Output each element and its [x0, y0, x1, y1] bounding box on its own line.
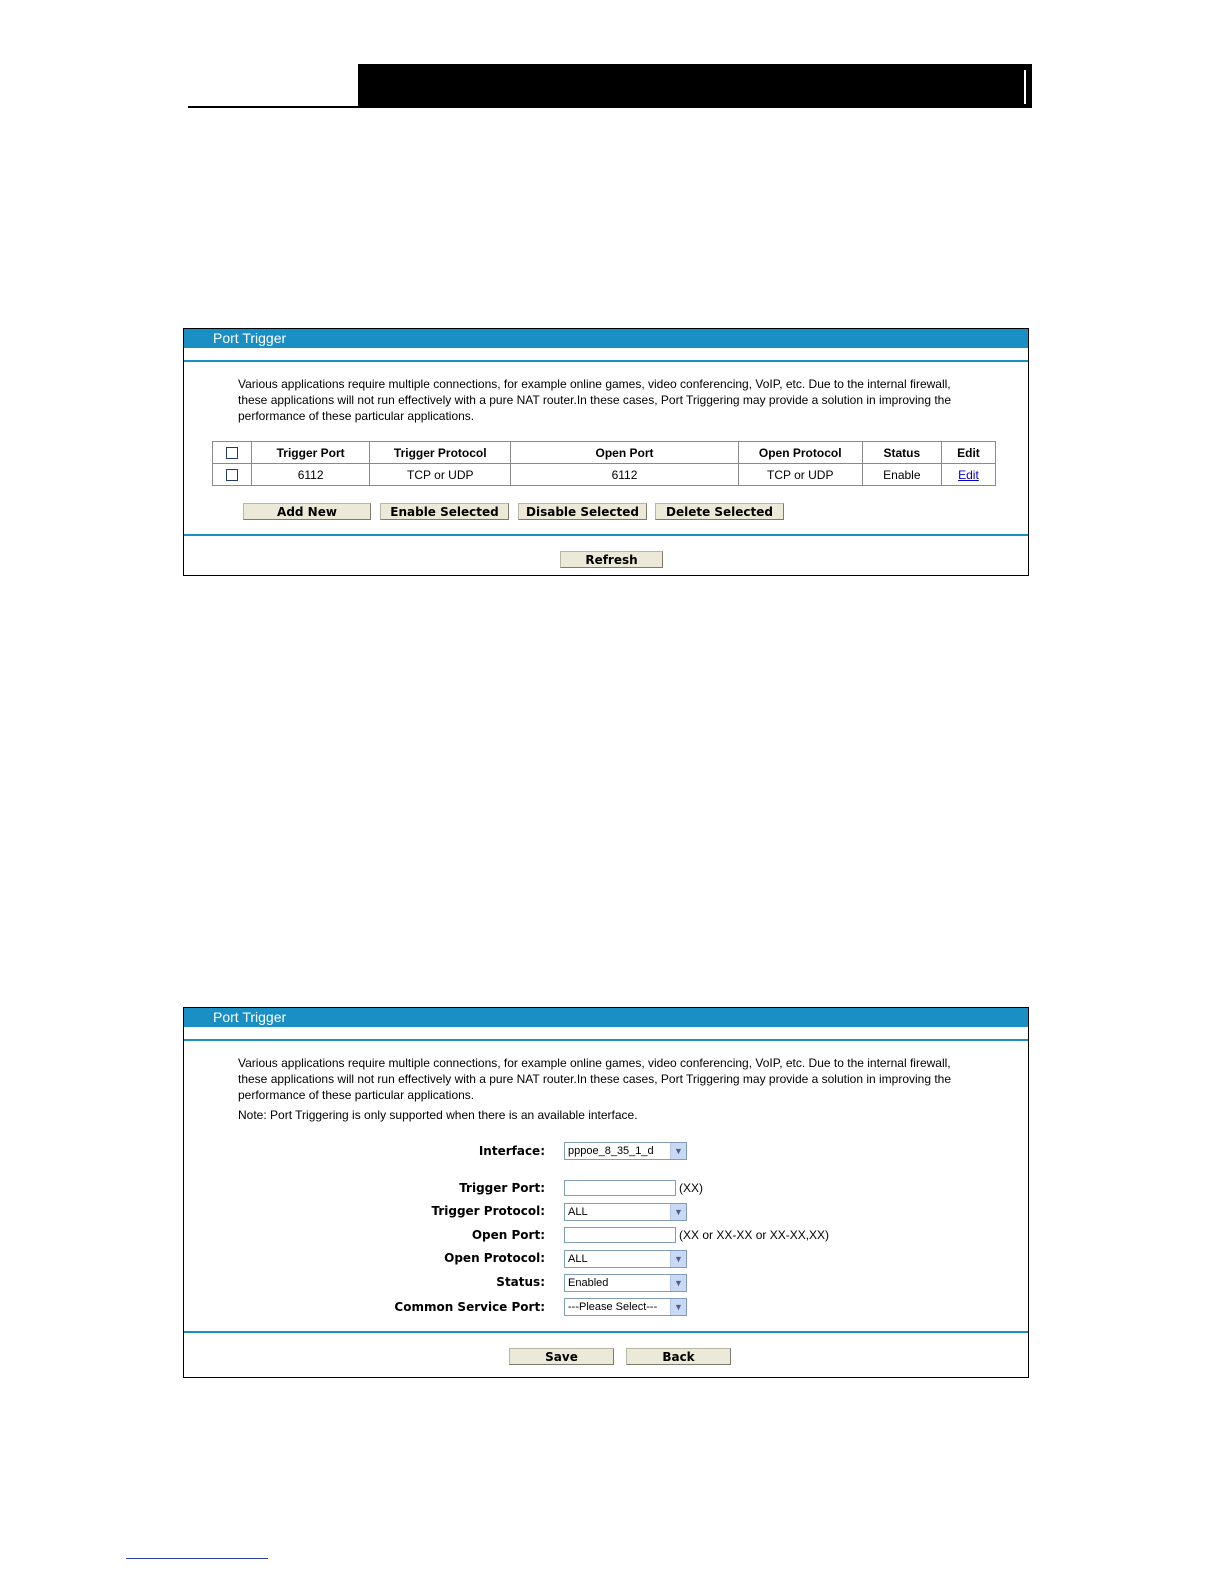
chevron-down-icon: ▼	[670, 1275, 686, 1291]
cell-trigger-port: 6112	[252, 464, 370, 486]
port-trigger-table	[212, 441, 996, 486]
row-select-cell	[213, 464, 252, 486]
trigger-protocol-label: Trigger Protocol:	[431, 1204, 545, 1218]
open-protocol-select[interactable]	[564, 1250, 687, 1268]
cell-status: Enable	[862, 464, 941, 486]
common-service-label: Common Service Port:	[394, 1300, 545, 1314]
open-port-hint: (XX or XX-XX or XX-XX,XX)	[679, 1228, 830, 1242]
table-header-row	[213, 442, 996, 464]
interface-value: pppoe_8_35_1_d	[568, 1145, 654, 1157]
port-trigger-form-panel	[183, 1007, 1029, 1378]
select-all-checkbox[interactable]	[226, 447, 238, 459]
col-open-port: Open Port	[511, 442, 738, 464]
table-row	[213, 464, 996, 486]
doc-footer-rule	[126, 1558, 268, 1559]
status-label: Status:	[496, 1275, 545, 1289]
cell-trigger-protocol: TCP or UDP	[370, 464, 511, 486]
trigger-port-row	[184, 1178, 1028, 1198]
col-status: Status	[862, 442, 941, 464]
panel-title: Port Trigger	[184, 1008, 1028, 1027]
col-edit: Edit	[941, 442, 995, 464]
select-all-cell	[213, 442, 252, 464]
refresh-button[interactable]: Refresh	[560, 551, 663, 568]
row-checkbox[interactable]	[226, 469, 238, 481]
cell-open-port: 6112	[511, 464, 738, 486]
interface-select[interactable]	[564, 1142, 687, 1160]
panel-description: Various applications require multiple connections, for example online games, video conferencing, VoIP, etc. Due to the internal firewall, these applications will not run effectively with a pure NAT router.In these cases, Port Triggering may provide a solution in improving the performance of these particular applications.	[238, 1056, 952, 1102]
status-select[interactable]	[564, 1274, 687, 1292]
add-new-button[interactable]: Add New	[243, 503, 371, 520]
cell-edit	[941, 464, 995, 486]
title-separator	[184, 348, 1028, 362]
cell-open-protocol: TCP or UDP	[738, 464, 862, 486]
chevron-down-icon: ▼	[670, 1143, 686, 1159]
panel-title: Port Trigger	[184, 329, 1028, 348]
trigger-port-input[interactable]	[564, 1180, 676, 1196]
chevron-down-icon: ▼	[670, 1204, 686, 1220]
enable-selected-button[interactable]: Enable Selected	[380, 503, 509, 520]
open-protocol-row	[184, 1248, 1028, 1268]
trigger-protocol-row	[184, 1201, 1028, 1221]
doc-header-notch	[1024, 70, 1026, 104]
chevron-down-icon: ▼	[670, 1299, 686, 1315]
panel-description: Various applications require multiple connections, for example online games, video conferencing, VoIP, etc. Due to the internal firewall, these applications will not run effectively with a pure NAT router.In these cases, Port Triggering may provide a solution in improving the performance of these particular applications.	[238, 377, 952, 423]
open-protocol-value: ALL	[568, 1253, 588, 1265]
open-port-input[interactable]	[564, 1227, 676, 1243]
interface-note: Note: Port Triggering is only supported when there is an available interface.	[238, 1108, 638, 1122]
disable-selected-button[interactable]: Disable Selected	[518, 503, 647, 520]
open-port-row	[184, 1225, 1028, 1245]
open-port-label: Open Port:	[471, 1228, 545, 1242]
trigger-protocol-select[interactable]	[564, 1203, 687, 1221]
interface-label: Interface:	[478, 1144, 545, 1158]
col-trigger-protocol: Trigger Protocol	[370, 442, 511, 464]
footer-separator	[184, 534, 1028, 536]
delete-selected-button[interactable]: Delete Selected	[655, 503, 784, 520]
common-service-select[interactable]	[564, 1298, 687, 1316]
interface-row	[184, 1141, 1028, 1161]
status-row	[184, 1272, 1028, 1292]
trigger-port-hint: (XX)	[679, 1181, 703, 1195]
trigger-port-label: Trigger Port:	[459, 1181, 545, 1195]
col-trigger-port: Trigger Port	[252, 442, 370, 464]
title-separator	[184, 1027, 1028, 1041]
edit-link[interactable]: Edit	[958, 467, 979, 482]
footer-separator	[184, 1331, 1028, 1333]
back-button[interactable]: Back	[626, 1348, 731, 1365]
common-service-value: ---Please Select---	[568, 1301, 658, 1313]
common-service-row	[184, 1297, 1028, 1317]
trigger-protocol-value: ALL	[568, 1206, 588, 1218]
open-protocol-label: Open Protocol:	[444, 1251, 545, 1265]
save-button[interactable]: Save	[509, 1348, 614, 1365]
chevron-down-icon: ▼	[670, 1251, 686, 1267]
col-open-protocol: Open Protocol	[738, 442, 862, 464]
status-value: Enabled	[568, 1277, 609, 1289]
port-trigger-list-panel	[183, 328, 1029, 576]
doc-header-bar	[358, 64, 1032, 108]
